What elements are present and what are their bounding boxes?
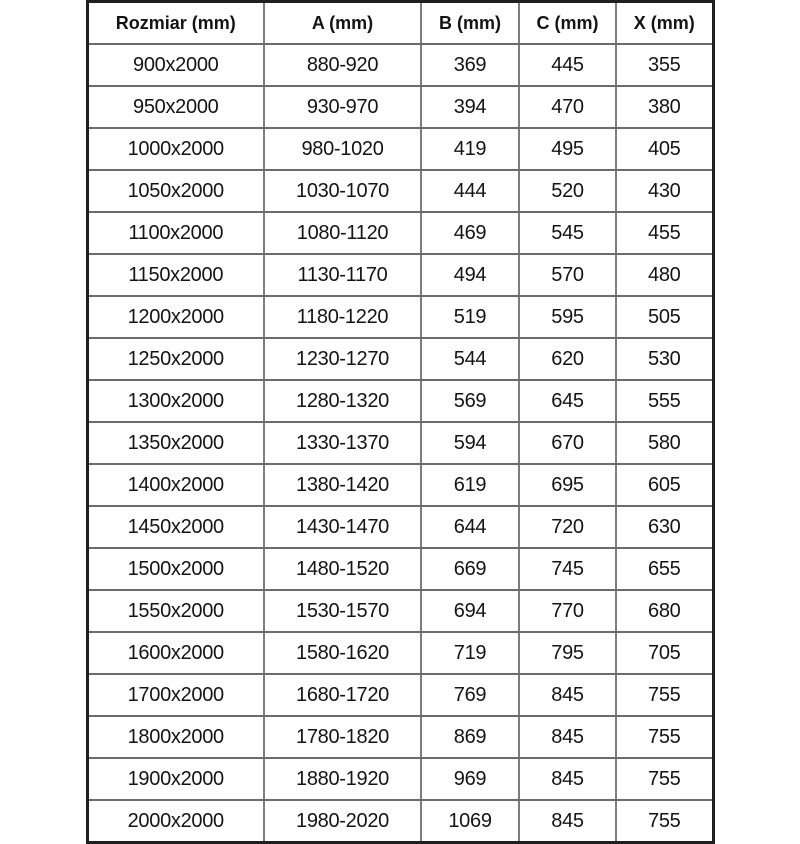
table-cell: 1069 bbox=[421, 800, 519, 843]
header-cell: A (mm) bbox=[264, 2, 421, 45]
table-cell: 1880-1920 bbox=[264, 758, 421, 800]
table-cell: 755 bbox=[616, 758, 713, 800]
table-cell: 470 bbox=[519, 86, 616, 128]
table-cell: 570 bbox=[519, 254, 616, 296]
table-cell: 705 bbox=[616, 632, 713, 674]
table-cell: 1900x2000 bbox=[87, 758, 264, 800]
table-cell: 455 bbox=[616, 212, 713, 254]
table-cell: 930-970 bbox=[264, 86, 421, 128]
table-row bbox=[87, 632, 713, 674]
table-cell: 1980-2020 bbox=[264, 800, 421, 843]
table-cell: 469 bbox=[421, 212, 519, 254]
table-cell: 869 bbox=[421, 716, 519, 758]
table-cell: 369 bbox=[421, 44, 519, 86]
table-cell: 969 bbox=[421, 758, 519, 800]
table-cell: 380 bbox=[616, 86, 713, 128]
table-cell: 655 bbox=[616, 548, 713, 590]
table-cell: 355 bbox=[616, 44, 713, 86]
table-cell: 1250x2000 bbox=[87, 338, 264, 380]
table-cell: 1000x2000 bbox=[87, 128, 264, 170]
table-cell: 445 bbox=[519, 44, 616, 86]
table-cell: 720 bbox=[519, 506, 616, 548]
table-cell: 1030-1070 bbox=[264, 170, 421, 212]
table-cell: 519 bbox=[421, 296, 519, 338]
table-cell: 1700x2000 bbox=[87, 674, 264, 716]
table-cell: 1550x2000 bbox=[87, 590, 264, 632]
table-cell: 1330-1370 bbox=[264, 422, 421, 464]
table-row bbox=[87, 254, 713, 296]
table-cell: 1080-1120 bbox=[264, 212, 421, 254]
table-row bbox=[87, 758, 713, 800]
table-cell: 394 bbox=[421, 86, 519, 128]
table-row bbox=[87, 800, 713, 843]
table-row bbox=[87, 590, 713, 632]
table-cell: 480 bbox=[616, 254, 713, 296]
table-cell: 619 bbox=[421, 464, 519, 506]
header-cell: X (mm) bbox=[616, 2, 713, 45]
table-body bbox=[87, 44, 713, 843]
table-cell: 405 bbox=[616, 128, 713, 170]
table-cell: 745 bbox=[519, 548, 616, 590]
table-row bbox=[87, 422, 713, 464]
table-cell: 1800x2000 bbox=[87, 716, 264, 758]
table-row bbox=[87, 380, 713, 422]
table-row bbox=[87, 506, 713, 548]
table-cell: 1580-1620 bbox=[264, 632, 421, 674]
table-cell: 1200x2000 bbox=[87, 296, 264, 338]
table-cell: 680 bbox=[616, 590, 713, 632]
table-cell: 1150x2000 bbox=[87, 254, 264, 296]
table-cell: 630 bbox=[616, 506, 713, 548]
table-cell: 555 bbox=[616, 380, 713, 422]
table-cell: 845 bbox=[519, 674, 616, 716]
table-cell: 719 bbox=[421, 632, 519, 674]
table-cell: 950x2000 bbox=[87, 86, 264, 128]
table-cell: 494 bbox=[421, 254, 519, 296]
table-cell: 1180-1220 bbox=[264, 296, 421, 338]
table-row bbox=[87, 716, 713, 758]
table-cell: 1680-1720 bbox=[264, 674, 421, 716]
table-row bbox=[87, 212, 713, 254]
table-cell: 530 bbox=[616, 338, 713, 380]
table-cell: 845 bbox=[519, 716, 616, 758]
table-cell: 694 bbox=[421, 590, 519, 632]
table-cell: 1530-1570 bbox=[264, 590, 421, 632]
table-row bbox=[87, 44, 713, 86]
header-cell: C (mm) bbox=[519, 2, 616, 45]
table-cell: 845 bbox=[519, 758, 616, 800]
table-row bbox=[87, 548, 713, 590]
header-cell: B (mm) bbox=[421, 2, 519, 45]
table-row bbox=[87, 128, 713, 170]
header-cell: Rozmiar (mm) bbox=[87, 2, 264, 45]
table-cell: 644 bbox=[421, 506, 519, 548]
header-row bbox=[87, 2, 713, 45]
table-row bbox=[87, 338, 713, 380]
table-cell: 1500x2000 bbox=[87, 548, 264, 590]
table-cell: 770 bbox=[519, 590, 616, 632]
table-cell: 544 bbox=[421, 338, 519, 380]
table-cell: 880-920 bbox=[264, 44, 421, 86]
table-cell: 1100x2000 bbox=[87, 212, 264, 254]
table-cell: 444 bbox=[421, 170, 519, 212]
dimensions-table bbox=[86, 0, 715, 844]
table-cell: 645 bbox=[519, 380, 616, 422]
table-cell: 620 bbox=[519, 338, 616, 380]
table-row bbox=[87, 296, 713, 338]
table-cell: 520 bbox=[519, 170, 616, 212]
table-cell: 580 bbox=[616, 422, 713, 464]
table-cell: 1780-1820 bbox=[264, 716, 421, 758]
table-cell: 2000x2000 bbox=[87, 800, 264, 843]
table-cell: 900x2000 bbox=[87, 44, 264, 86]
table-cell: 1480-1520 bbox=[264, 548, 421, 590]
table-cell: 755 bbox=[616, 716, 713, 758]
table-cell: 1600x2000 bbox=[87, 632, 264, 674]
table-cell: 795 bbox=[519, 632, 616, 674]
table-cell: 1450x2000 bbox=[87, 506, 264, 548]
table-cell: 595 bbox=[519, 296, 616, 338]
table-cell: 1230-1270 bbox=[264, 338, 421, 380]
table-cell: 1050x2000 bbox=[87, 170, 264, 212]
table-cell: 1400x2000 bbox=[87, 464, 264, 506]
table-cell: 545 bbox=[519, 212, 616, 254]
table-row bbox=[87, 86, 713, 128]
table-cell: 845 bbox=[519, 800, 616, 843]
table-cell: 1350x2000 bbox=[87, 422, 264, 464]
table-cell: 430 bbox=[616, 170, 713, 212]
table-cell: 755 bbox=[616, 674, 713, 716]
table-row bbox=[87, 464, 713, 506]
table-cell: 755 bbox=[616, 800, 713, 843]
table-cell: 1430-1470 bbox=[264, 506, 421, 548]
table-row bbox=[87, 170, 713, 212]
table-cell: 1380-1420 bbox=[264, 464, 421, 506]
table-row bbox=[87, 674, 713, 716]
table-cell: 605 bbox=[616, 464, 713, 506]
table-cell: 1300x2000 bbox=[87, 380, 264, 422]
table-cell: 1280-1320 bbox=[264, 380, 421, 422]
table-cell: 495 bbox=[519, 128, 616, 170]
table-cell: 594 bbox=[421, 422, 519, 464]
table-cell: 769 bbox=[421, 674, 519, 716]
table-cell: 670 bbox=[519, 422, 616, 464]
table-cell: 419 bbox=[421, 128, 519, 170]
table-cell: 695 bbox=[519, 464, 616, 506]
table-cell: 569 bbox=[421, 380, 519, 422]
table-cell: 980-1020 bbox=[264, 128, 421, 170]
table-cell: 1130-1170 bbox=[264, 254, 421, 296]
table-cell: 505 bbox=[616, 296, 713, 338]
table-cell: 669 bbox=[421, 548, 519, 590]
